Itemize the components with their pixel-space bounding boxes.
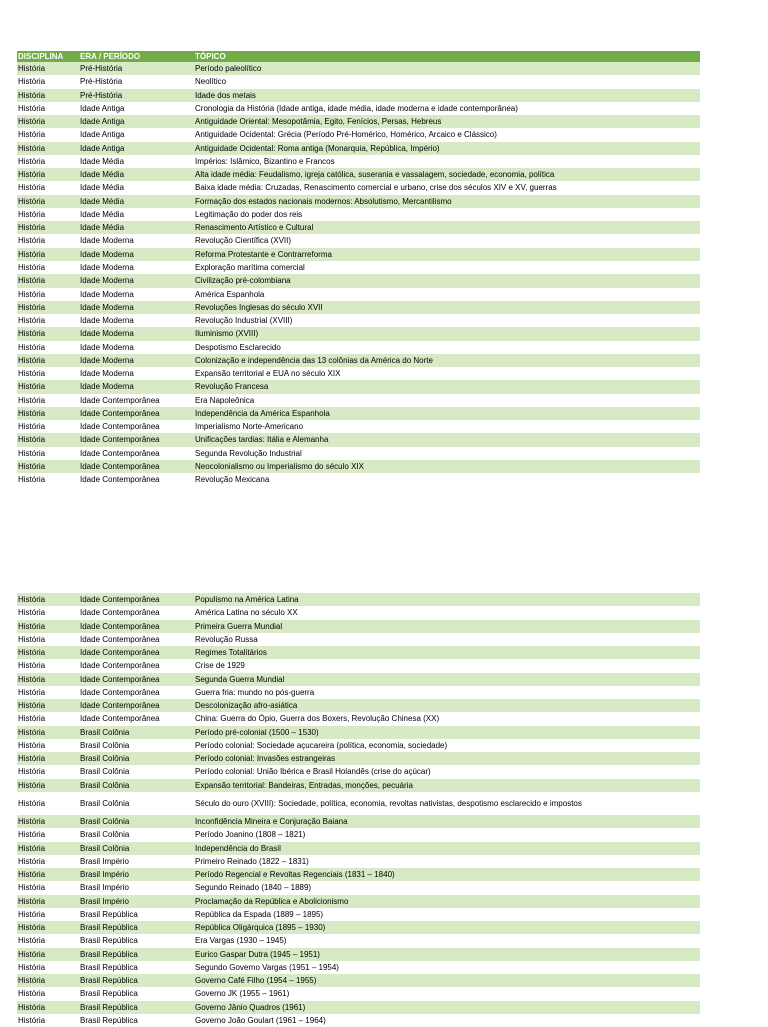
cell-disciplina: História	[18, 780, 46, 790]
cell-topico: Antiguidade Ocidental: Grécia (Período Pré-Homérico, Homérico, Arcaico e Clássico)	[195, 130, 497, 140]
table-row	[17, 948, 700, 961]
cell-disciplina: História	[18, 634, 46, 644]
cell-disciplina: História	[18, 909, 46, 919]
cell-topico: Período pré-colonial (1500 – 1530)	[195, 727, 319, 737]
cell-disciplina: História	[18, 870, 46, 880]
table-row	[17, 593, 700, 606]
cell-era-periodo: Idade Média	[80, 183, 125, 193]
table-row	[17, 195, 700, 208]
cell-topico: Exploração marítima comercial	[195, 262, 305, 272]
cell-era-periodo: Brasil República	[80, 923, 138, 933]
cell-era-periodo: Idade Contemporânea	[80, 448, 160, 458]
cell-era-periodo: Idade Média	[80, 209, 125, 219]
table-row	[17, 75, 700, 88]
table-row	[17, 473, 700, 486]
cell-disciplina: História	[18, 687, 46, 697]
cell-era-periodo: Brasil República	[80, 909, 138, 919]
cell-topico: Idade dos metais	[195, 90, 256, 100]
cell-disciplina: História	[18, 276, 46, 286]
cell-era-periodo: Idade Moderna	[80, 355, 134, 365]
header-topico: TÓPICO	[195, 52, 226, 61]
cell-era-periodo: Idade Moderna	[80, 302, 134, 312]
cell-disciplina: História	[18, 816, 46, 826]
cell-topico: Regimes Totalitários	[195, 648, 267, 658]
header-era-periodo: ERA / PERÍODO	[80, 52, 141, 61]
table-header-row	[17, 51, 700, 62]
cell-disciplina: História	[18, 896, 46, 906]
table-row	[17, 765, 700, 778]
cell-topico: Colonização e independência das 13 colônias da América do Norte	[195, 355, 433, 365]
cell-disciplina: História	[18, 262, 46, 272]
cell-disciplina: História	[18, 355, 46, 365]
cell-topico: Neocolonialismo ou Imperialismo do século XIX	[195, 461, 364, 471]
cell-era-periodo: Idade Contemporânea	[80, 687, 160, 697]
cell-topico: República da Espada (1889 – 1895)	[195, 909, 324, 919]
cell-topico: Revolução Industrial (XVIII)	[195, 316, 293, 326]
cell-era-periodo: Idade Contemporânea	[80, 395, 160, 405]
table-row	[17, 407, 700, 420]
table-row	[17, 646, 700, 659]
table-row	[17, 868, 700, 881]
cell-disciplina: História	[18, 196, 46, 206]
cell-disciplina: História	[18, 316, 46, 326]
table-row	[17, 394, 700, 407]
cell-era-periodo: Idade Contemporânea	[80, 608, 160, 618]
table-row	[17, 855, 700, 868]
cell-topico: Século do ouro (XVIII): Sociedade, política, economia, revoltas nativistas, despotismo esclarecido e impostos	[195, 798, 582, 808]
cell-disciplina: História	[18, 621, 46, 631]
table-row	[17, 142, 700, 155]
cell-disciplina: História	[18, 408, 46, 418]
cell-era-periodo: Brasil Império	[80, 896, 129, 906]
cell-disciplina: História	[18, 342, 46, 352]
cell-era-periodo: Brasil Colônia	[80, 740, 130, 750]
cell-disciplina: História	[18, 740, 46, 750]
table-row	[17, 842, 700, 855]
cell-topico: Unificações tardias: Itália e Alemanha	[195, 435, 329, 445]
table-row	[17, 726, 700, 739]
table-row	[17, 752, 700, 765]
cell-topico: Antiguidade Oriental: Mesopotâmia, Egito, Fenícios, Persas, Hebreus	[195, 117, 442, 127]
cell-disciplina: História	[18, 329, 46, 339]
cell-topico: Neolítico	[195, 77, 227, 87]
cell-disciplina: História	[18, 461, 46, 471]
cell-era-periodo: Brasil República	[80, 1002, 138, 1012]
table-row	[17, 288, 700, 301]
cell-era-periodo: Idade Contemporânea	[80, 422, 160, 432]
table-row	[17, 261, 700, 274]
cell-disciplina: História	[18, 64, 46, 73]
table-row	[17, 155, 700, 168]
table-row	[17, 686, 700, 699]
table-row	[17, 987, 700, 1000]
cell-disciplina: História	[18, 156, 46, 166]
cell-era-periodo: Brasil Colônia	[80, 830, 130, 840]
cell-topico: Baixa idade média: Cruzadas, Renascimento comercial e urbano, crise dos séculos XIV e XV, guerras	[195, 183, 557, 193]
cell-topico: Governo João Goulart (1961 – 1964)	[195, 1015, 326, 1025]
cell-era-periodo: Idade Moderna	[80, 276, 134, 286]
cell-disciplina: História	[18, 936, 46, 946]
cell-disciplina: História	[18, 475, 46, 485]
cell-era-periodo: Brasil Império	[80, 870, 129, 880]
cell-topico: América Espanhola	[195, 289, 265, 299]
cell-disciplina: História	[18, 448, 46, 458]
cell-era-periodo: Brasil República	[80, 962, 138, 972]
cell-era-periodo: Idade Média	[80, 196, 125, 206]
cell-era-periodo: Brasil Império	[80, 856, 129, 866]
cell-disciplina: História	[18, 77, 46, 87]
cell-disciplina: História	[18, 949, 46, 959]
table-row	[17, 828, 700, 841]
cell-era-periodo: Idade Contemporânea	[80, 674, 160, 684]
cell-topico: Reforma Protestante e Contrarreforma	[195, 249, 332, 259]
cell-disciplina: História	[18, 856, 46, 866]
cell-era-periodo: Idade Contemporânea	[80, 621, 160, 631]
cell-topico: Populismo na América Latina	[195, 595, 299, 604]
cell-era-periodo: Brasil República	[80, 989, 138, 999]
table-row	[17, 934, 700, 947]
cell-topico: Governo Café Filho (1954 – 1955)	[195, 976, 317, 986]
cell-topico: Segunda Revolução Industrial	[195, 448, 302, 458]
cell-topico: Período colonial: União Ibérica e Brasil Holandês (crise do açúcar)	[195, 767, 431, 777]
cell-era-periodo: Pré-História	[80, 77, 123, 87]
cell-topico: América Latina no século XX	[195, 608, 298, 618]
cell-topico: Crise de 1929	[195, 661, 245, 671]
cell-disciplina: História	[18, 798, 46, 808]
table-row	[17, 433, 700, 446]
cell-disciplina: História	[18, 103, 46, 113]
cell-disciplina: História	[18, 170, 46, 180]
cell-era-periodo: Brasil República	[80, 936, 138, 946]
cell-disciplina: História	[18, 883, 46, 893]
cell-disciplina: História	[18, 962, 46, 972]
cell-topico: Proclamação da República e Abolicionismo	[195, 896, 349, 906]
table-row	[17, 89, 700, 102]
cell-era-periodo: Brasil Colônia	[80, 780, 130, 790]
cell-era-periodo: Pré-História	[80, 90, 123, 100]
table-row	[17, 881, 700, 894]
table-row	[17, 115, 700, 128]
cell-era-periodo: Idade Contemporânea	[80, 714, 160, 724]
cell-topico: Legitimação do poder dos reis	[195, 209, 303, 219]
cell-topico: Expansão territorial e EUA no século XIX	[195, 369, 341, 379]
table-row	[17, 341, 700, 354]
cell-disciplina: História	[18, 754, 46, 764]
cell-disciplina: História	[18, 130, 46, 140]
table-row	[17, 974, 700, 987]
cell-topico: Primeira Guerra Mundial	[195, 621, 283, 631]
cell-topico: Independência da América Espanhola	[195, 408, 330, 418]
cell-disciplina: História	[18, 435, 46, 445]
cell-topico: Despotismo Esclarecido	[195, 342, 281, 352]
cell-disciplina: História	[18, 117, 46, 127]
cell-topico: Revoluções Inglesas do século XVII	[195, 302, 323, 312]
table-row	[17, 895, 700, 908]
cell-era-periodo: Idade Contemporânea	[80, 634, 160, 644]
cell-topico: Civilização pré-colombiana	[195, 276, 291, 286]
cell-disciplina: História	[18, 727, 46, 737]
cell-topico: Segunda Guerra Mundial	[195, 674, 285, 684]
cell-topico: Era Vargas (1930 – 1945)	[195, 936, 287, 946]
cell-topico: Revolução Científica (XVII)	[195, 236, 292, 246]
table-row	[17, 792, 700, 815]
cell-disciplina: História	[18, 382, 46, 392]
cell-era-periodo: Idade Moderna	[80, 236, 134, 246]
cell-disciplina: História	[18, 209, 46, 219]
cell-era-periodo: Brasil República	[80, 976, 138, 986]
cell-disciplina: História	[18, 843, 46, 853]
table-row	[17, 961, 700, 974]
cell-disciplina: História	[18, 830, 46, 840]
cell-topico: Revolução Russa	[195, 634, 258, 644]
table-row	[17, 620, 700, 633]
table-row	[17, 208, 700, 221]
table-row	[17, 234, 700, 247]
cell-era-periodo: Idade Média	[80, 156, 125, 166]
cell-topico: Renascimento Artístico e Cultural	[195, 223, 314, 233]
cell-era-periodo: Idade Média	[80, 223, 125, 233]
cell-topico: Período paleolítico	[195, 64, 262, 73]
cell-era-periodo: Idade Moderna	[80, 382, 134, 392]
cell-era-periodo: Idade Contemporânea	[80, 461, 160, 471]
cell-topico: Eurico Gaspar Dutra (1945 – 1951)	[195, 949, 320, 959]
cell-disciplina: História	[18, 701, 46, 711]
cell-era-periodo: Brasil Colônia	[80, 754, 130, 764]
cell-topico: Período colonial: Sociedade açucareira (política, economia, sociedade)	[195, 740, 448, 750]
table-row	[17, 712, 700, 725]
cell-topico: Período Regencial e Revoltas Regenciais (1831 – 1840)	[195, 870, 395, 880]
cell-era-periodo: Pré-História	[80, 64, 123, 73]
table-row	[17, 659, 700, 672]
cell-disciplina: História	[18, 395, 46, 405]
cell-topico: Descolonização afro-asiática	[195, 701, 298, 711]
cell-disciplina: História	[18, 369, 46, 379]
cell-era-periodo: Idade Contemporânea	[80, 408, 160, 418]
cell-era-periodo: Brasil Colônia	[80, 816, 130, 826]
cell-topico: Expansão territorial: Bandeiras, Entradas, monções, pecuária	[195, 780, 413, 790]
cell-disciplina: História	[18, 223, 46, 233]
cell-topico: Inconfidência Mineira e Conjuração Baiana	[195, 816, 348, 826]
table-row	[17, 1001, 700, 1014]
table-row	[17, 168, 700, 181]
cell-topico: China: Guerra do Ópio, Guerra dos Boxers, Revolução Chinesa (XX)	[195, 714, 440, 724]
table-row	[17, 102, 700, 115]
table-row	[17, 221, 700, 234]
cell-disciplina: História	[18, 422, 46, 432]
cell-disciplina: História	[18, 767, 46, 777]
cell-era-periodo: Idade Média	[80, 170, 125, 180]
cell-era-periodo: Brasil Colônia	[80, 727, 130, 737]
table-row	[17, 420, 700, 433]
cell-topico: Antiguidade Ocidental: Roma antiga (Monarquia, República, Império)	[195, 143, 440, 153]
cell-era-periodo: Brasil Colônia	[80, 843, 130, 853]
cell-disciplina: História	[18, 976, 46, 986]
cell-disciplina: História	[18, 1015, 46, 1025]
cell-era-periodo: Idade Antiga	[80, 103, 125, 113]
table-row	[17, 779, 700, 792]
cell-disciplina: História	[18, 90, 46, 100]
cell-topico: Cronologia da História (Idade antiga, idade média, idade moderna e idade contemporânea)	[195, 103, 518, 113]
cell-era-periodo: Idade Moderna	[80, 316, 134, 326]
table-row	[17, 367, 700, 380]
cell-topico: Iluminismo (XVIII)	[195, 329, 259, 339]
table-row	[17, 447, 700, 460]
cell-era-periodo: Idade Moderna	[80, 342, 134, 352]
cell-disciplina: História	[18, 661, 46, 671]
cell-topico: Governo JK (1955 – 1961)	[195, 989, 290, 999]
cell-topico: Imperialismo Norte-Americano	[195, 422, 304, 432]
table-row	[17, 908, 700, 921]
table-row	[17, 606, 700, 619]
cell-topico: República Oligárquica (1895 – 1930)	[195, 923, 326, 933]
cell-disciplina: História	[18, 595, 46, 604]
cell-disciplina: História	[18, 1002, 46, 1012]
cell-disciplina: História	[18, 143, 46, 153]
cell-era-periodo: Idade Moderna	[80, 262, 134, 272]
cell-disciplina: História	[18, 608, 46, 618]
cell-disciplina: História	[18, 289, 46, 299]
table-row	[17, 699, 700, 712]
table-row	[17, 301, 700, 314]
cell-disciplina: História	[18, 714, 46, 724]
cell-era-periodo: Idade Contemporânea	[80, 648, 160, 658]
cell-era-periodo: Idade Moderna	[80, 249, 134, 259]
cell-era-periodo: Idade Contemporânea	[80, 435, 160, 445]
cell-era-periodo: Idade Antiga	[80, 117, 125, 127]
cell-disciplina: História	[18, 923, 46, 933]
cell-era-periodo: Idade Moderna	[80, 369, 134, 379]
cell-era-periodo: Brasil Colônia	[80, 767, 130, 777]
cell-era-periodo: Idade Contemporânea	[80, 661, 160, 671]
table-row	[17, 1014, 700, 1027]
table-row	[17, 128, 700, 141]
cell-topico: Alta idade média: Feudalismo, igreja católica, suserania e vassalagem, sociedade, economia, política	[195, 170, 555, 180]
table-row	[17, 62, 700, 75]
cell-topico: Período Joanino (1808 – 1821)	[195, 830, 306, 840]
table-row	[17, 181, 700, 194]
cell-topico: Guerra fria: mundo no pós-guerra	[195, 687, 315, 697]
cell-topico: Segundo Reinado (1840 – 1889)	[195, 883, 312, 893]
cell-disciplina: História	[18, 989, 46, 999]
cell-disciplina: História	[18, 236, 46, 246]
cell-topico: Independência do Brasil	[195, 843, 281, 853]
cell-topico: Revolução Francesa	[195, 382, 269, 392]
table-row	[17, 327, 700, 340]
cell-topico: Governo Jânio Quadros (1961)	[195, 1002, 306, 1012]
cell-topico: Segundo Governo Vargas (1951 – 1954)	[195, 962, 339, 972]
cell-disciplina: História	[18, 648, 46, 658]
table-row	[17, 460, 700, 473]
cell-era-periodo: Idade Moderna	[80, 329, 134, 339]
table-row	[17, 815, 700, 828]
cell-disciplina: História	[18, 302, 46, 312]
header-disciplina: DISCIPLINA	[18, 52, 64, 61]
cell-era-periodo: Idade Antiga	[80, 143, 125, 153]
table-row	[17, 673, 700, 686]
cell-era-periodo: Idade Antiga	[80, 130, 125, 140]
cell-era-periodo: Idade Moderna	[80, 289, 134, 299]
cell-topico: Período colonial: Invasões estrangeiras	[195, 754, 336, 764]
cell-disciplina: História	[18, 249, 46, 259]
cell-topico: Era Napoleônica	[195, 395, 255, 405]
table-row	[17, 633, 700, 646]
cell-era-periodo: Idade Contemporânea	[80, 475, 160, 485]
table-row	[17, 354, 700, 367]
cell-era-periodo: Brasil República	[80, 1015, 138, 1025]
table-row	[17, 921, 700, 934]
table-row	[17, 314, 700, 327]
cell-topico: Formação dos estados nacionais modernos: Absolutismo, Mercantilismo	[195, 196, 452, 206]
cell-topico: Impérios: Islâmico, Bizantino e Francos	[195, 156, 335, 166]
topics-table-part-1	[17, 51, 700, 487]
table-row	[17, 274, 700, 287]
cell-topico: Revolução Mexicana	[195, 475, 270, 485]
table-row	[17, 248, 700, 261]
cell-disciplina: História	[18, 674, 46, 684]
cell-era-periodo: Brasil República	[80, 949, 138, 959]
table-row	[17, 380, 700, 393]
table-row	[17, 739, 700, 752]
cell-era-periodo: Brasil Colônia	[80, 798, 130, 808]
cell-disciplina: História	[18, 183, 46, 193]
cell-era-periodo: Idade Contemporânea	[80, 595, 160, 604]
cell-era-periodo: Brasil Império	[80, 883, 129, 893]
cell-era-periodo: Idade Contemporânea	[80, 701, 160, 711]
topics-table-part-2	[17, 593, 700, 1027]
cell-topico: Primeiro Reinado (1822 – 1831)	[195, 856, 309, 866]
